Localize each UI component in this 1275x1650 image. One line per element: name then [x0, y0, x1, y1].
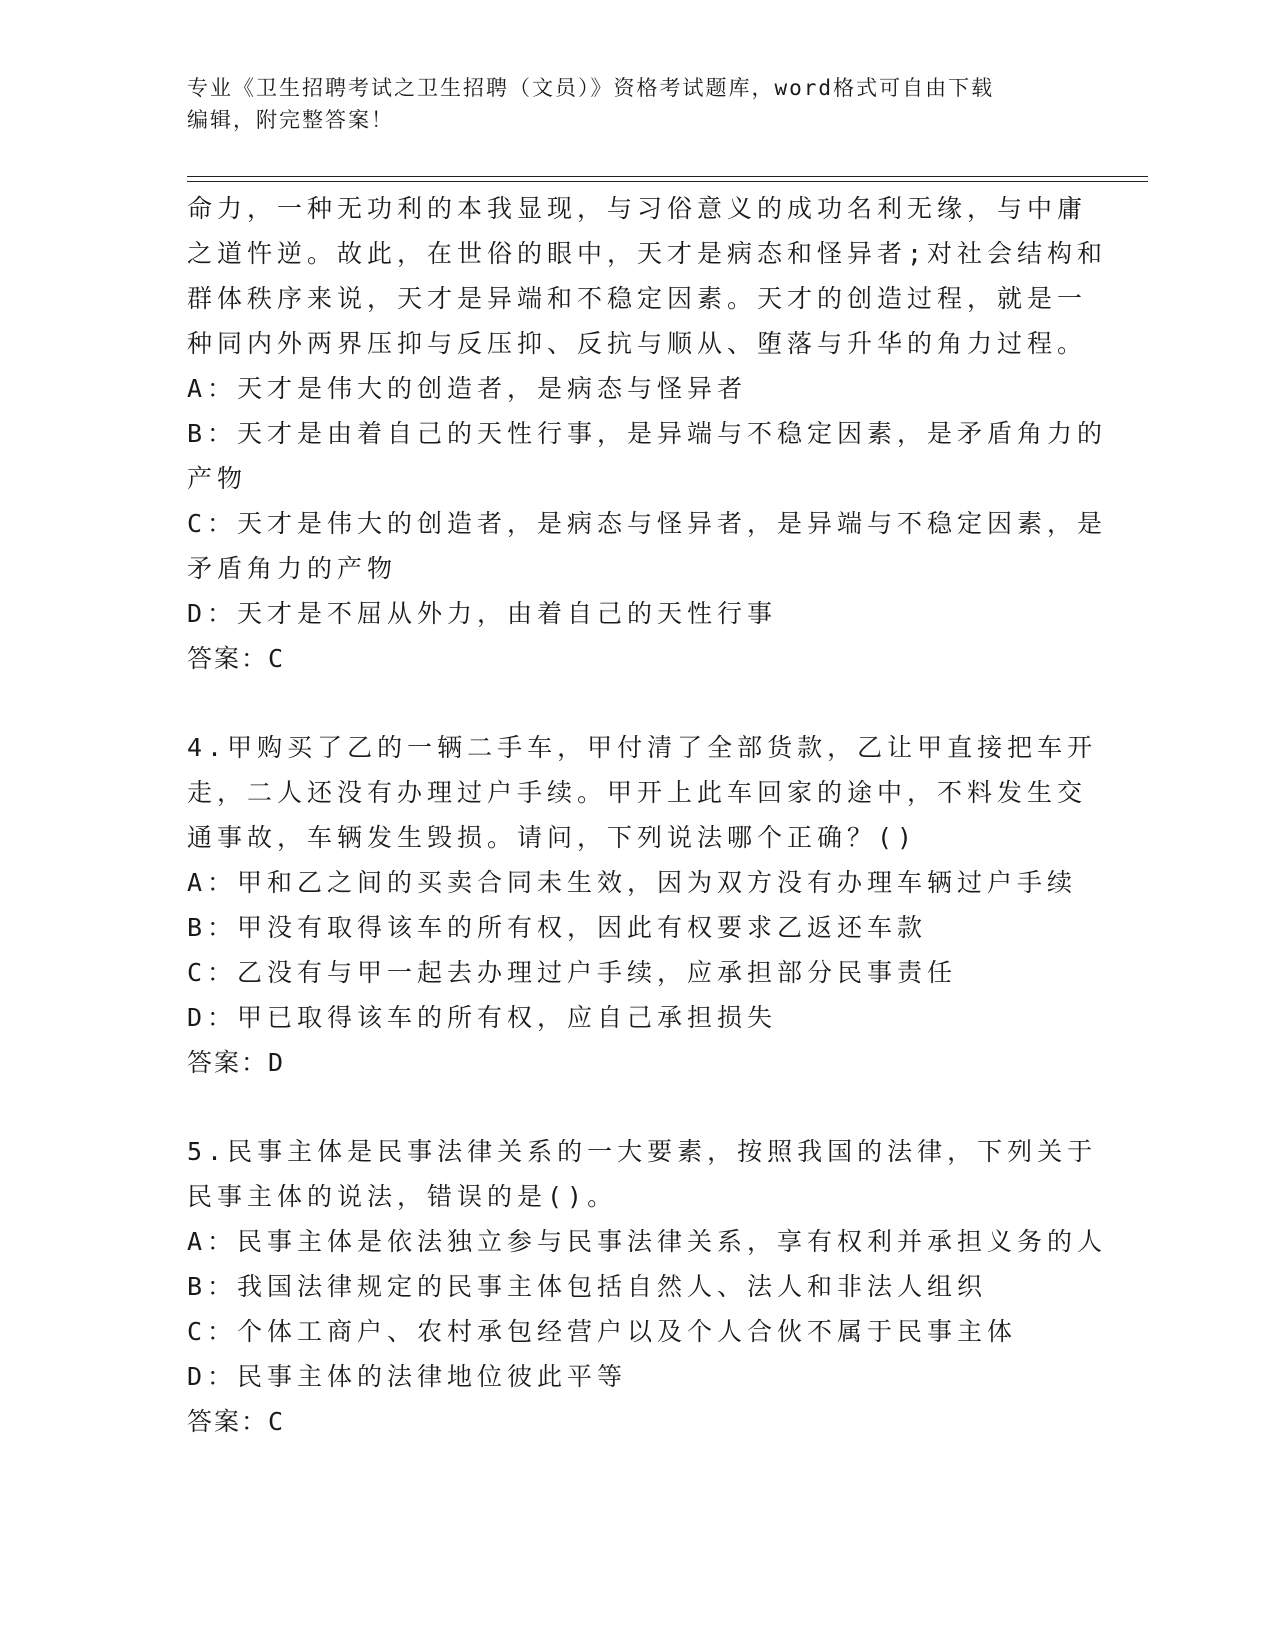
option-c-continued: 矛盾角力的产物 [187, 554, 398, 583]
option-b-continued: 产物 [187, 464, 248, 493]
stem-line: 民事主体的说法，错误的是()。 [187, 1182, 618, 1211]
question-5 [187, 1129, 1108, 1444]
passage-line: 之道忤逆。故此，在世俗的眼中，天才是病态和怪异者;对社会结构和 [187, 239, 1108, 268]
passage-line: 群体秩序来说，天才是异端和不稳定因素。天才的创造过程，就是一 [187, 284, 1088, 313]
question-3 [187, 186, 1108, 681]
passage-line: 种同内外两界压抑与反压抑、反抗与顺从、堕落与升华的角力过程。 [187, 329, 1088, 358]
answer: 答案：C [187, 1407, 286, 1436]
header-line-2: 编辑，附完整答案！ [187, 108, 394, 132]
header-rule-bottom [187, 181, 1148, 182]
stem-line: 走，二人还没有办理过户手续。甲开上此车回家的途中，不料发生交 [187, 778, 1088, 807]
option-b: B：我国法律规定的民事主体包括自然人、法人和非法人组织 [187, 1272, 988, 1301]
header-line-1: 专业《卫生招聘考试之卫生招聘（文员）》资格考试题库，word格式可自由下载 [187, 76, 995, 100]
spacer [187, 1085, 1067, 1129]
answer: 答案：D [187, 1048, 286, 1077]
stem-line: 5.民事主体是民事法律关系的一大要素，按照我国的法律，下列关于 [187, 1137, 1098, 1166]
document-header [187, 72, 1067, 136]
option-a: A：天才是伟大的创造者，是病态与怪异者 [187, 374, 748, 403]
option-d: D：民事主体的法律地位彼此平等 [187, 1362, 628, 1391]
spacer [187, 681, 1067, 725]
passage-line: 命力，一种无功利的本我显现，与习俗意义的成功名利无缘，与中庸 [187, 194, 1088, 223]
option-c: C：个体工商户、农村承包经营户以及个人合伙不属于民事主体 [187, 1317, 1018, 1346]
question-4 [187, 725, 1098, 1085]
option-b: B：甲没有取得该车的所有权，因此有权要求乙返还车款 [187, 913, 928, 942]
option-d: D：天才是不屈从外力，由着自己的天性行事 [187, 599, 778, 628]
option-b: B：天才是由着自己的天性行事，是异端与不稳定因素，是矛盾角力的 [187, 419, 1108, 448]
document-body [187, 186, 1108, 1444]
option-d: D：甲已取得该车的所有权，应自己承担损失 [187, 1003, 778, 1032]
stem-line: 4.甲购买了乙的一辆二手车，甲付清了全部货款，乙让甲直接把车开 [187, 733, 1098, 762]
option-c: C：天才是伟大的创造者，是病态与怪异者，是异端与不稳定因素，是 [187, 509, 1108, 538]
option-a: A：甲和乙之间的买卖合同未生效，因为双方没有办理车辆过户手续 [187, 868, 1078, 897]
answer: 答案：C [187, 644, 286, 673]
option-c: C：乙没有与甲一起去办理过户手续，应承担部分民事责任 [187, 958, 958, 987]
header-rule-top [187, 176, 1148, 177]
option-a: A：民事主体是依法独立参与民事法律关系，享有权利并承担义务的人 [187, 1227, 1108, 1256]
stem-line: 通事故，车辆发生毁损。请问，下列说法哪个正确？() [187, 823, 918, 852]
